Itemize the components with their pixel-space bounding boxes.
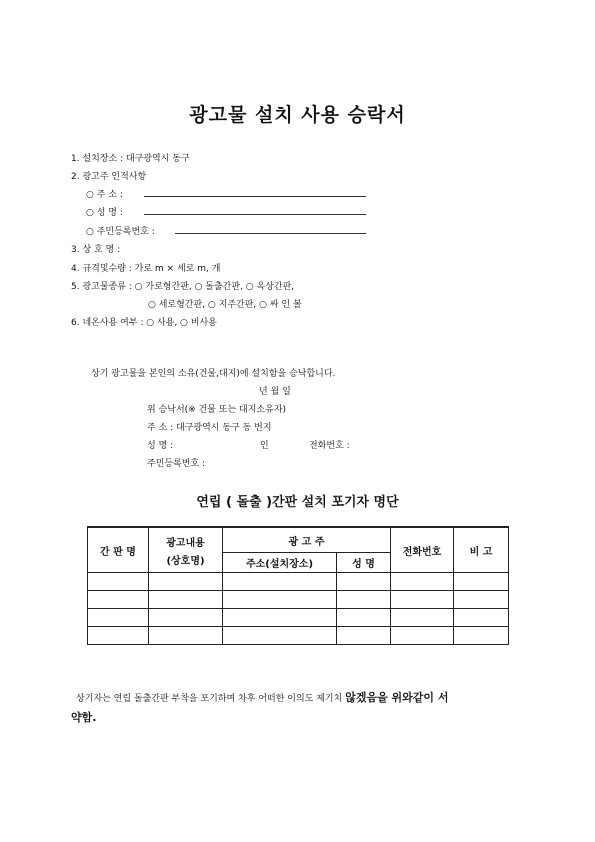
table-cell (337, 627, 391, 645)
waiver-table (87, 526, 509, 645)
advertiser-id-line (175, 233, 366, 234)
item-neon-usage: 6. 네온사용 여부 : ○ 사용, ○ 비사용 (71, 318, 217, 328)
table-cell (149, 591, 223, 609)
consentor-label: 위 승낙서(※ 건물 또는 대지소유자) (147, 405, 287, 415)
item-business-name: 3. 상 호 명 : (71, 245, 121, 255)
header-note: 비 고 (454, 527, 509, 573)
table-row (88, 591, 509, 609)
consentor-seal: 인 (260, 441, 269, 451)
table-cell (88, 573, 149, 591)
item-sign-type-row2: ○ 세로형간판, ○ 지주간판, ○ 싸 인 볼 (148, 300, 302, 310)
table-cell (391, 627, 454, 645)
advertiser-name-label: ○ 성 명 : (86, 208, 123, 218)
item-advertiser-info: 2. 광고주 인적사항 (71, 172, 147, 182)
header-address: 주소(설치장소) (223, 553, 337, 573)
table-cell (149, 609, 223, 627)
header-advertiser: 광 고 주 (223, 527, 391, 553)
table-cell (223, 627, 337, 645)
footer-statement-b: 않겠음을 위와같이 서 (345, 691, 449, 704)
table-cell (337, 591, 391, 609)
waiver-list-title: 연립 ( 돌출 )간판 설치 포기자 명단 (196, 495, 399, 510)
table-cell (223, 591, 337, 609)
footer-statement-line1 (76, 689, 449, 705)
item-size-quantity: 4. 규격및수량 : 가로 m × 세로 m, 개 (71, 264, 221, 274)
header-ad-content (149, 527, 223, 573)
header-name: 성 명 (337, 553, 391, 573)
advertiser-address-label: ○ 주 소 : (86, 190, 123, 200)
item-sign-type-row1: 5. 광고물종류 : ○ 가로형간판, ○ 돌출간판, ○ 옥상간판, (71, 282, 295, 292)
table-cell (88, 609, 149, 627)
consentor-phone: 전화번호 : (309, 441, 350, 451)
table-row (88, 573, 509, 591)
header-ad-content-sub: (상호명) (166, 555, 205, 567)
header-phone: 전화번호 (391, 527, 454, 573)
consentor-address: 주 소 : 대구광역시 동구 동 번지 (147, 423, 272, 433)
footer-statement-c: 약함. (71, 711, 97, 724)
table-cell (223, 573, 337, 591)
item-install-location: 1. 설치장소 : 대구광역시 동구 (71, 154, 190, 164)
table-cell (88, 627, 149, 645)
table-row (88, 627, 509, 645)
table-cell (149, 627, 223, 645)
document-title: 광고물 설치 사용 승락서 (189, 104, 406, 126)
table-cell (454, 591, 509, 609)
header-sign-name: 간 판 명 (88, 527, 149, 573)
consent-statement: 상기 광고물을 본인의 소유(건물,대지)에 설치함을 승낙합니다. (91, 369, 336, 379)
table-cell (391, 609, 454, 627)
table-cell (454, 609, 509, 627)
table-cell (149, 573, 223, 591)
table-row (88, 609, 509, 627)
table-cell (391, 573, 454, 591)
table-cell (337, 609, 391, 627)
table-cell (88, 591, 149, 609)
consent-date: 년 월 일 (259, 387, 291, 397)
table-cell (337, 573, 391, 591)
footer-statement-a: 상기자는 연립 돌출간판 부착을 포기하며 차후 어떠한 이의도 제기치 (76, 694, 343, 704)
advertiser-name-line (144, 214, 366, 215)
table-cell (223, 609, 337, 627)
table-cell (454, 573, 509, 591)
header-ad-content-label: 광고내용 (166, 537, 205, 549)
consentor-id: 주민등록번호 : (147, 459, 206, 469)
advertiser-id-label: ○ 주민등록번호 : (86, 227, 155, 237)
advertiser-address-line (144, 196, 366, 197)
table-cell (454, 627, 509, 645)
footer-statement-line2 (71, 709, 96, 725)
table-cell (391, 591, 454, 609)
consentor-name: 성 명 : (147, 441, 174, 451)
